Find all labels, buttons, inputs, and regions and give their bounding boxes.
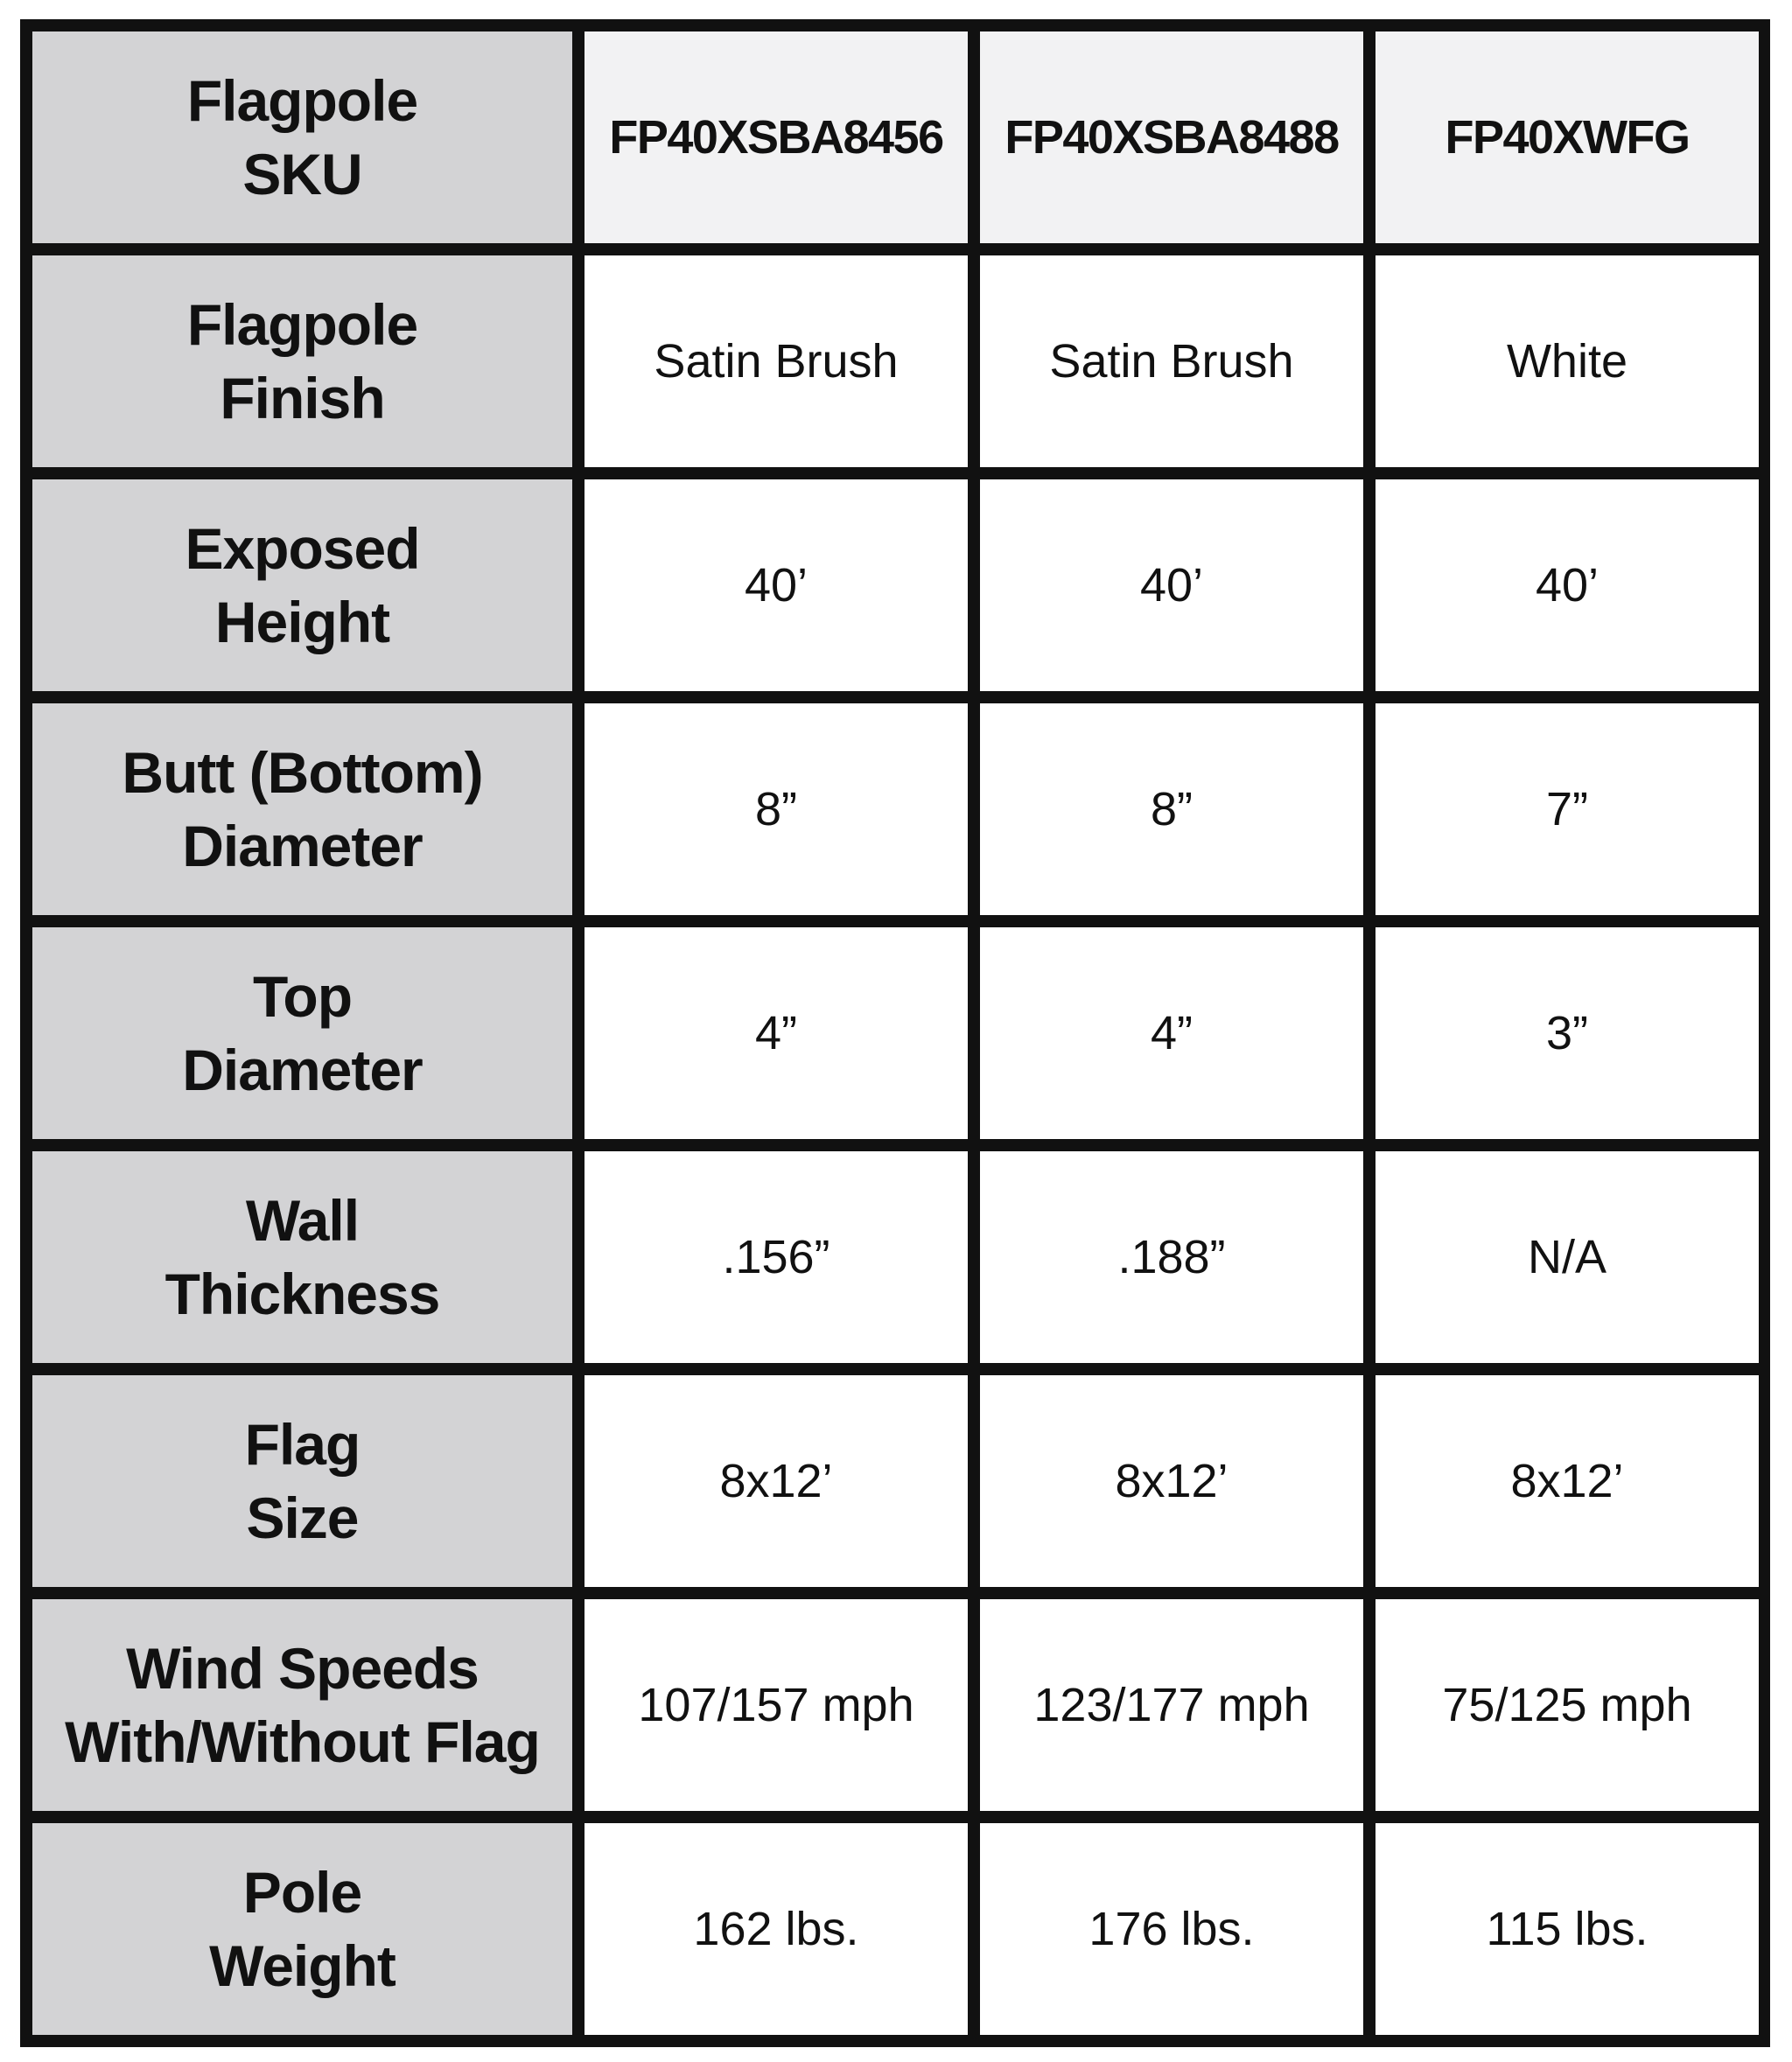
- value-cell: 8”: [980, 703, 1363, 915]
- value-cell: 107/157 mph: [584, 1599, 968, 1811]
- value-cell: 8x12’: [1376, 1375, 1759, 1587]
- value-cell: 7”: [1376, 703, 1759, 915]
- value-cell: 8x12’: [980, 1375, 1363, 1587]
- row-label-line-1: Flagpole: [186, 292, 418, 357]
- value-cell: 40’: [584, 479, 968, 691]
- row-label: [245, 1408, 360, 1555]
- value-cell: 4”: [584, 927, 968, 1139]
- row-label-line-2: Diameter: [182, 814, 423, 878]
- row-label: [209, 1856, 396, 2003]
- value-cell: White: [1376, 255, 1759, 467]
- header-label-line-1: Flagpole: [186, 68, 418, 133]
- value-cell: 115 lbs.: [1376, 1823, 1759, 2035]
- value-cell: .156”: [584, 1151, 968, 1363]
- header-label: [187, 64, 417, 211]
- value-cell: 40’: [980, 479, 1363, 691]
- value-cell: N/A: [1376, 1151, 1759, 1363]
- row-label: [165, 1184, 440, 1331]
- row-label-line-1: Wall: [245, 1188, 360, 1253]
- value-cell: 8”: [584, 703, 968, 915]
- value-cell: Satin Brush: [980, 255, 1363, 467]
- row-label-line-2: Height: [214, 590, 390, 654]
- row-label-line-2: Thickness: [164, 1262, 440, 1326]
- row-label: [65, 1632, 540, 1779]
- sku-header-cell: FP40XSBA8488: [980, 31, 1363, 243]
- row-label-line-1: Wind Speeds: [126, 1636, 479, 1701]
- value-cell: 123/177 mph: [980, 1599, 1363, 1811]
- row-label-cell: [32, 255, 572, 467]
- row-label-cell: [32, 1151, 572, 1363]
- row-label-line-2: Weight: [209, 1933, 396, 1998]
- value-cell: Satin Brush: [584, 255, 968, 467]
- row-label: [182, 960, 422, 1107]
- value-cell: 75/125 mph: [1376, 1599, 1759, 1811]
- value-cell: 3”: [1376, 927, 1759, 1139]
- row-label: [187, 288, 417, 435]
- value-cell: 4”: [980, 927, 1363, 1139]
- header-label-cell: [32, 31, 572, 243]
- row-label: [122, 736, 482, 883]
- row-label-line-1: Flag: [244, 1412, 360, 1477]
- value-cell: 176 lbs.: [980, 1823, 1363, 2035]
- header-label-line-2: SKU: [242, 142, 362, 206]
- sku-header-cell: FP40XSBA8456: [584, 31, 968, 243]
- row-label-line-2: Diameter: [182, 1038, 423, 1102]
- value-cell: 40’: [1376, 479, 1759, 691]
- row-label-cell: [32, 703, 572, 915]
- row-label-line-1: Top: [252, 964, 353, 1029]
- row-label-cell: [32, 479, 572, 691]
- row-label-line-2: With/Without Flag: [65, 1709, 540, 1774]
- row-label-cell: [32, 1599, 572, 1811]
- value-cell: 8x12’: [584, 1375, 968, 1587]
- row-label-cell: [32, 927, 572, 1139]
- row-label-line-2: Size: [246, 1485, 359, 1550]
- row-label-cell: [32, 1823, 572, 2035]
- sku-header-cell: FP40XWFG: [1376, 31, 1759, 243]
- value-cell: 162 lbs.: [584, 1823, 968, 2035]
- flagpole-spec-table: [20, 19, 1770, 2047]
- row-label: [185, 512, 419, 659]
- row-label-line-1: Exposed: [185, 516, 420, 581]
- row-label-line-1: Pole: [242, 1860, 362, 1925]
- value-cell: .188”: [980, 1151, 1363, 1363]
- row-label-cell: [32, 1375, 572, 1587]
- row-label-line-2: Finish: [220, 366, 385, 430]
- row-label-line-1: Butt (Bottom): [122, 740, 483, 805]
